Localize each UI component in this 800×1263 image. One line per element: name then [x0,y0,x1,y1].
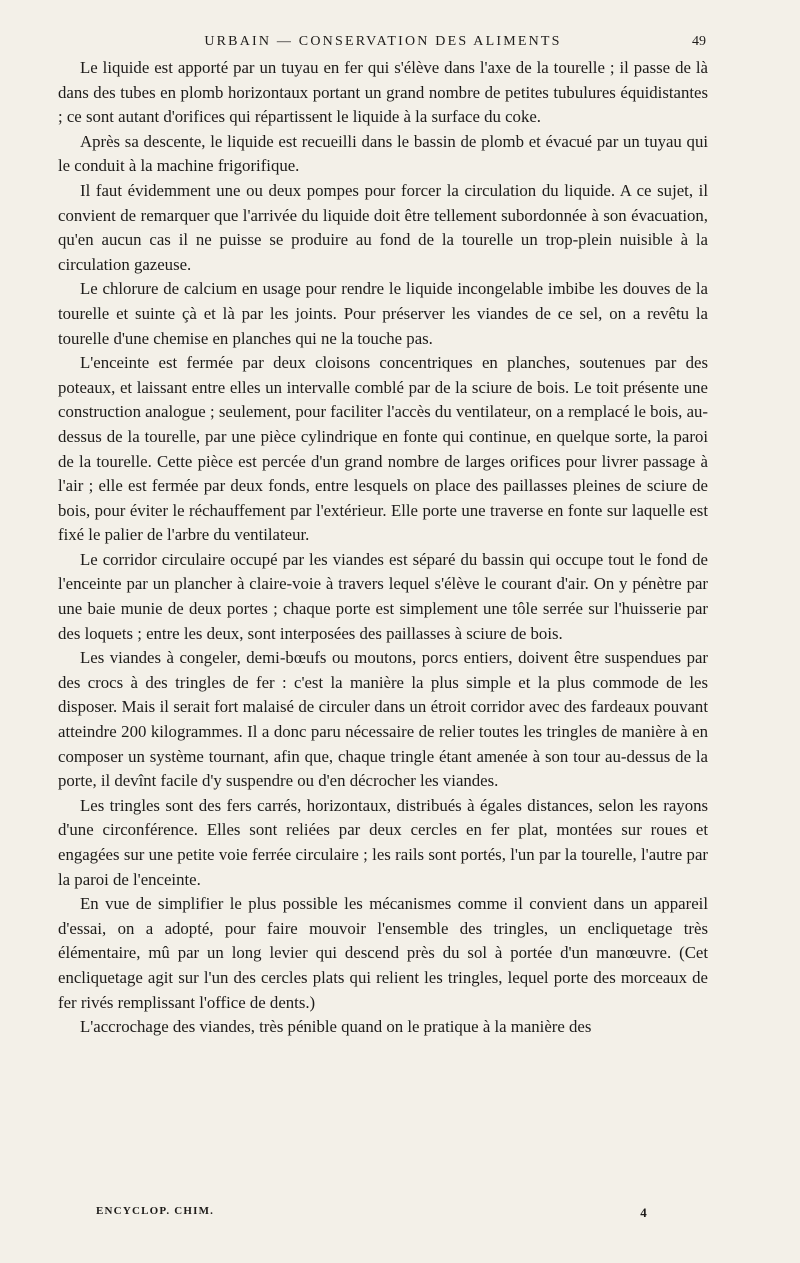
paragraph: Le chlorure de calcium en usage pour rendre le liquide incongelable imbibe les douves de la tourelle et suinte çà et là par les joints. Pour préserver les viandes de ce sel, on a revêtu la tourelle d'une chemise en planches qui ne la touche pas. [58,279,708,348]
paragraph: Les viandes à congeler, demi-bœufs ou moutons, porcs entiers, doivent être suspendues par des crocs à des tringles de fer : c'est la manière la plus simple et la plus commode de les disposer. Mais il serait fort malaisé de circuler dans un étroit corridor avec des fardeaux pouvant atteindre 200 kilogrammes. Il a donc paru nécessaire de relier toutes les tringles de manière à en composer un système tournant, afin que, chaque tringle étant amenée à son tour au-dessus de la porte, il devînt facile d'y suspendre ou d'en décrocher les viandes. [58,648,708,791]
body-text [58,56,708,1040]
running-title: URBAIN — CONSERVATION DES ALIMENTS [204,34,562,49]
paragraph: Le liquide est apporté par un tuyau en fer qui s'élève dans l'axe de la tourelle ; il passe de là dans des tubes en plomb horizontaux portant un grand nombre de petites tubulures équidistantes ; ce sont autant d'orifices qui répartissent le liquide à la surface du coke. [58,58,708,127]
page-number: 49 [692,34,706,49]
paragraph: En vue de simplifier le plus possible les mécanismes comme il convient dans un appareil d'essai, on a adopté, pour faire mouvoir l'ensemble des tringles, un encliquetage très élémentaire, mû par un long levier qui descend près du sol à portée d'un manœuvre. (Cet encliquetage agit sur l'un des cercles plats qui relient les tringles, lequel porte des morceaux de fer rivés remplissant l'office de dents.) [58,894,708,1012]
signature-mark: 4 [640,1205,648,1220]
running-header [58,30,708,56]
page-footer [96,1205,648,1225]
paragraph: L'enceinte est fermée par deux cloisons concentriques en planches, soutenues par des poteaux, et laissant entre elles un intervalle comblé par de la sciure de bois. Le toit présente une construction analogue ; seulement, pour faciliter l'accès du ventilateur, on a remplacé le bois, au-dessus de la tourelle, par une pièce cylindrique en fonte qui continue, en quelque sorte, la paroi de la tourelle. Cette pièce est percée d'un grand nombre de larges orifices pour livrer passage à l'air ; elle est fermée par deux fonds, entre lesquels on place des paillasses pleines de sciure de bois, pour éviter le réchauffement par l'extérieur. Elle porte une traverse en fonte sur laquelle est fixé le palier de l'arbre du ventilateur. [58,353,708,545]
paragraph: Les tringles sont des fers carrés, horizontaux, distribués à égales distances, selon les rayons d'une circonférence. Elles sont reliées par deux cercles en fer plat, montées sur roues et engagées sur une petite voie ferrée circulaire ; les rails sont portés, l'un par la tourelle, l'autre par la paroi de l'enceinte. [58,795,708,889]
paragraph: L'accrochage des viandes, très pénible quand on le pratique à la manière des [80,1017,592,1037]
paragraph: Le corridor circulaire occupé par les viandes est séparé du bassin qui occupe tout le fond de l'enceinte par un plancher à claire-voie à travers lequel s'élève le courant d'air. On y pénètre par une baie munie de deux portes ; chaque porte est simplement une tôle serrée sur l'huisserie par des loquets ; entre les deux, sont interposées des paillasses à sciure de bois. [58,549,708,643]
document-page [58,30,708,1245]
paragraph: Après sa descente, le liquide est recueilli dans le bassin de plomb et évacué par un tuyau qui le conduit à la machine frigorifique. [58,131,708,176]
paragraph: Il faut évidemment une ou deux pompes pour forcer la circulation du liquide. A ce sujet, il convient de remarquer que l'arrivée du liquide doit être tellement subordonnée à son évacuation, qu'en aucun cas il ne puisse se produire au fond de la tourelle un trop-plein nuisible à la circulation gazeuse. [58,180,708,274]
collection-title: ENCYCLOP. CHIM. [96,1205,215,1217]
